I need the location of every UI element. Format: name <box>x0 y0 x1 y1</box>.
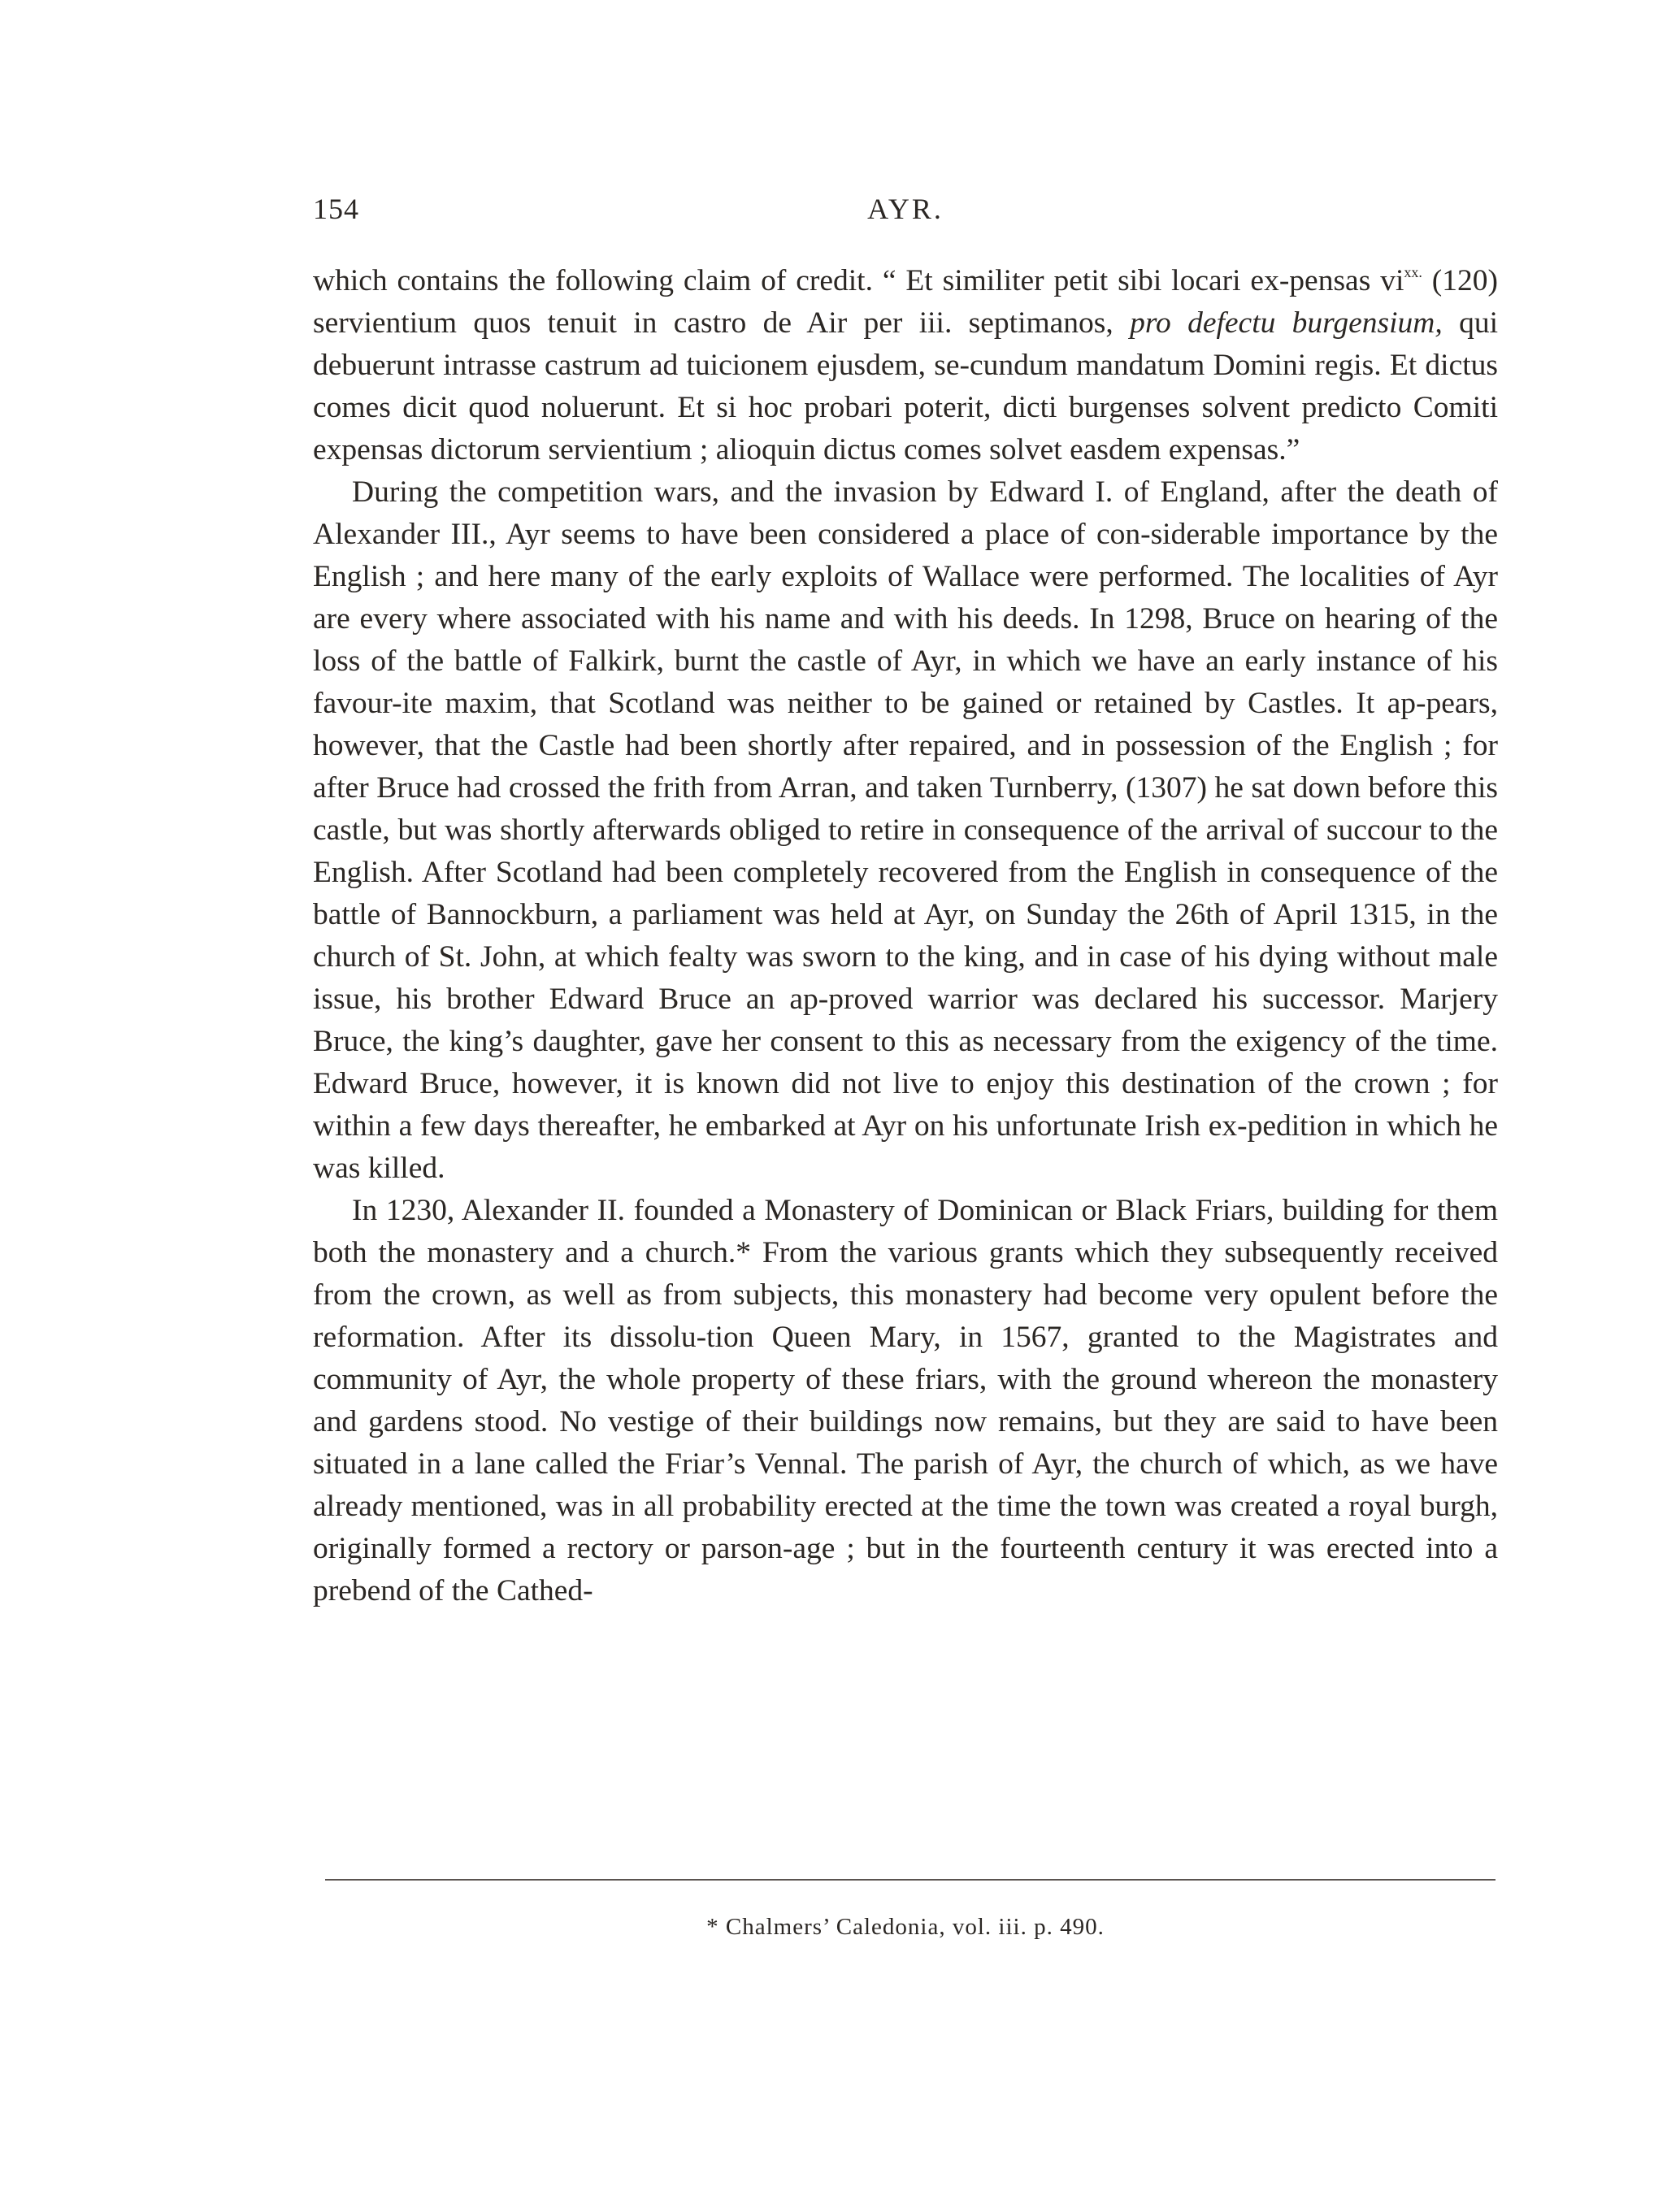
page-number: 154 <box>313 193 359 225</box>
italic-phrase: pro defectu burgensium, <box>1130 306 1443 340</box>
text-segment: In 1230, Alexander II. founded a Monastery of Dominican or Black Friars, building for them both the monastery and a church.* From the various grants which they subsequently received from the crown, as well as from subjects, this monastery had become very opulent before the reformation. After its dissolu-tion Queen Mary, in 1567, granted to the Magistrates and community of Ayr, the whole property of these friars, with the ground whereon the monastery and gardens stood. No vestige of their buildings now remains, but they are said to have been situated in a lane called the Friar’s Vennal. The parish of Ayr, the church of which, as we have already mentioned, was in all probability erected at the time the town was created a royal burgh, originally formed a rectory or parson-age ; but in the fourteenth century it was erected into a prebend of the Cathed- <box>313 1194 1498 1607</box>
text-segment: qui debuerunt intrasse castrum ad tuicionem ejusdem, se-cundum mandatum Domini regis. Et dictus comes dicit quod noluerunt. Et si hoc probari poterit, dicti burgenses solvent predicto Comiti expensas dictorum servientium ; alioquin dictus comes solvet easdem expensas.” <box>313 306 1498 466</box>
page-header <box>313 192 1498 241</box>
footnote: * Chalmers’ Caledonia, vol. iii. p. 490. <box>706 1914 1105 1940</box>
paragraph-continuation <box>313 260 1498 471</box>
superscript-numeral: xx. <box>1404 264 1422 280</box>
text-segment: During the competition wars, and the invasion by Edward I. of England, after the death of Alexander III., Ayr seems to have been considered a place of con-siderable importance by the English ; and here many of the early exploits of Wallace were performed. The localities of Ayr are every where associated with his name and with his deeds. In 1298, Bruce on hearing of the loss of the battle of Falkirk, burnt the castle of Ayr, in which we have an early instance of his favour-ite maxim, that Scotland was neither to be gained or retained by Castles. It ap-pears, however, that the Castle had been shortly after repaired, and in possession of the English ; for after Bruce had crossed the frith from Arran, and taken Turnberry, (1307) he sat down before this castle, but was shortly afterwards obliged to retire in consequence of the arrival of succour to the English. After Scotland had been completely recovered from the English in consequence of the battle of Bannockburn, a parliament was held at Ayr, on Sunday the 26th of April 1315, in the church of St. John, at which fealty was sworn to the king, and in case of his dying without male issue, his brother Edward Bruce an ap-proved warrior was declared his successor. Marjery Bruce, the king’s daughter, gave her consent to this as necessary from the exigency of the time. Edward Bruce, however, it is known did not live to enjoy this destination of the crown ; for within a few days thereafter, he embarked at Ayr on his unfortunate Irish ex-pedition in which he was killed. <box>313 475 1498 1185</box>
running-head-title: AYR. <box>867 193 944 225</box>
text-segment: which contains the following claim of credit. “ Et similiter petit sibi locari ex-pensas vi <box>313 264 1404 297</box>
paragraph-competition-wars <box>313 471 1498 1190</box>
footnote-divider <box>325 1879 1496 1881</box>
paragraph-monastery <box>313 1190 1498 1612</box>
text-segment: (120) servientium quos tenuit in castro de Air per iii. septimanos, <box>313 264 1499 340</box>
body-text <box>313 260 1498 1612</box>
